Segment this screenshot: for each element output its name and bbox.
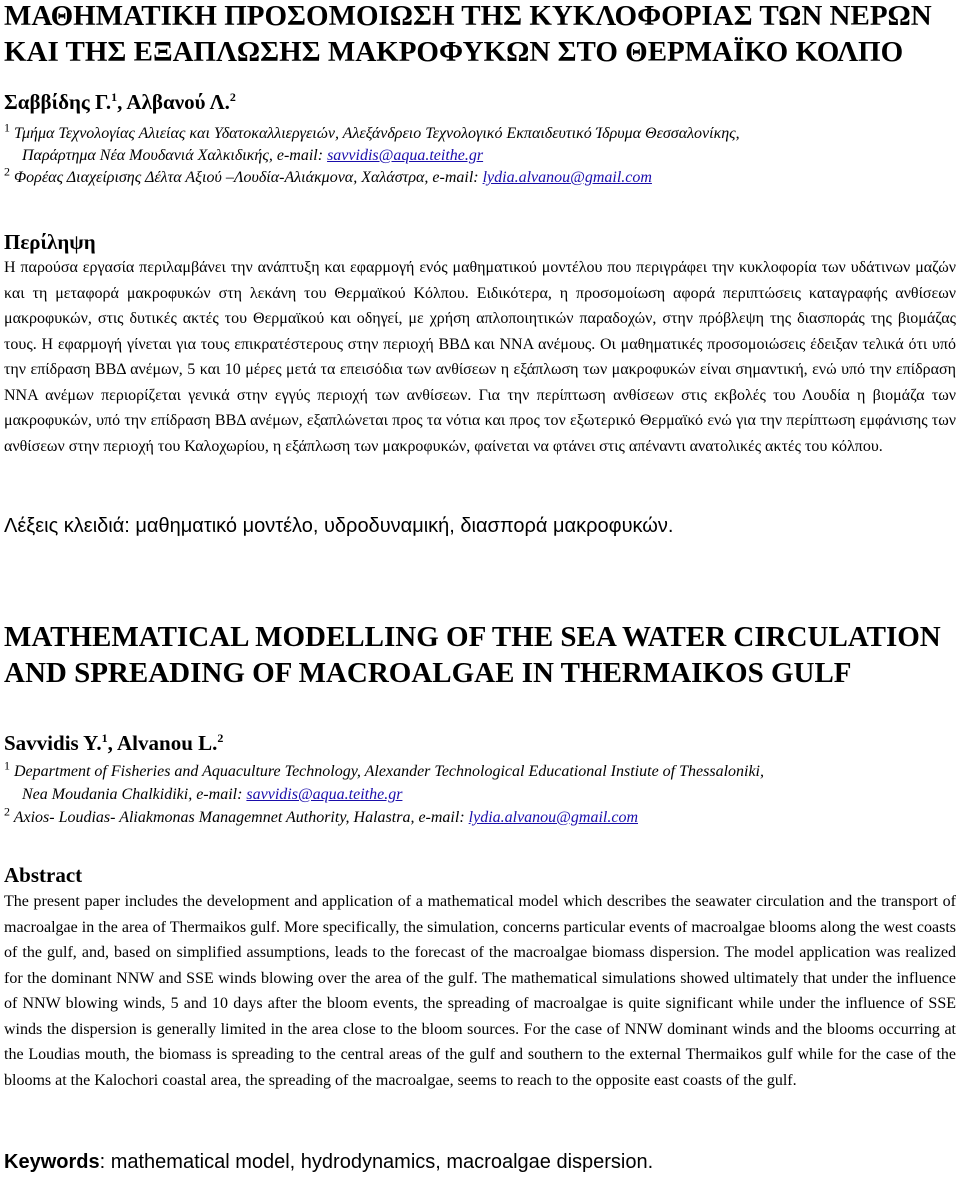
english-aff1-line2-wrap	[4, 783, 956, 806]
english-keywords	[4, 1149, 956, 1175]
english-aff1-line1: Department of Fisheries and Aquaculture Technology, Alexander Technological Educational Instiute of Thessaloniki,	[10, 763, 764, 780]
greek-aff1	[4, 120, 740, 142]
greek-title	[4, 0, 956, 70]
greek-abstract-heading: Περίληψη	[4, 230, 96, 254]
english-title-line1: MATHEMATICAL MODELLING OF THE SEA WATER CIRCULATION	[4, 621, 941, 653]
english-keywords-text: : mathematical model, hydrodynamics, macroalgae dispersion.	[99, 1151, 654, 1173]
english-aff2	[4, 804, 638, 826]
greek-aff1-line1: Τμήμα Τεχνολογίας Αλιείας και Υδατοκαλλιεργειών, Αλεξάνδρειο Τεχνολογικό Εκπαιδευτικό Ίδρυμα Θεσσαλονίκης,	[10, 125, 740, 142]
english-abstract-text: The present paper includes the development and application of a mathematical model which describes the seawater circulation and the transport of macroalgae in the area of Thermaikos gulf. More specifically, the simulation, concerns particular events of macroalgae blooms along the west coasts of the gulf, and, based on simplified assumptions, leads to the forecast of the macroalgae biomass dispersion. The model application was realized for the dominant NNW and SSE winds blowing over the area of the gulf. The mathematical simulations showed ultimately that under the influence of NNW blowing winds, 5 and 10 days after the bloom events, the spreading of macroalgae is quite significant while under the influence of SSE winds the dispersion is generally limited in the area close to the bloom sources. For the case of NNW dominant winds and the blooms occurring at the Loudias mouth, the biomass is spreading to the central areas of the gulf and southern to the external Thermaikos gulf while for the case of the blooms at the Kalochori coastal area, the spreading of the macroalgae, seems to reach to the opposite east coasts of the gulf.	[4, 893, 956, 1089]
english-author2: , Alvanou L.	[107, 731, 218, 755]
greek-aff1-email-link[interactable]: savvidis@aqua.teithe.gr	[327, 147, 484, 164]
english-aff2-email-link[interactable]: lydia.alvanou@gmail.com	[468, 809, 638, 826]
greek-author2-sup: 2	[229, 90, 236, 104]
english-keywords-label: Keywords	[4, 1151, 100, 1173]
greek-aff1-sup: 1	[4, 120, 10, 135]
english-affiliations	[4, 760, 956, 829]
english-aff1	[4, 758, 764, 780]
greek-title-line1: ΜΑΘΗΜΑΤΙΚΗ ΠΡΟΣΟΜΟΙΩΣΗ ΤΗΣ ΚΥΚΛΟΦΟΡΙΑΣ ΤΩΝ ΝΕΡΩΝ	[4, 0, 932, 32]
greek-author1: Σαββίδης Γ.	[4, 90, 112, 114]
greek-aff1-line2: Παράρτημα Νέα Μουδανιά Χαλκιδικής, e-mail:	[22, 147, 328, 164]
greek-aff2-email-link[interactable]: lydia.alvanou@gmail.com	[482, 169, 652, 186]
greek-authors	[4, 90, 236, 114]
greek-aff1-line2-wrap	[4, 145, 956, 167]
greek-aff2-sup: 2	[4, 164, 10, 179]
greek-affiliations	[4, 120, 956, 189]
greek-keywords: Λέξεις κλειδιά: μαθηματικό μοντέλο, υδροδυναμική, διασπορά μακροφυκών.	[4, 515, 674, 537]
english-authors	[4, 731, 223, 755]
english-aff1-sup: 1	[4, 758, 10, 773]
greek-title-line2: ΚΑΙ ΤΗΣ ΕΞΑΠΛΩΣΗΣ ΜΑΚΡΟΦΥΚΩΝ ΣΤΟ ΘΕΡΜΑΪΚΟ ΚΟΛΠΟ	[4, 36, 904, 68]
english-author1: Savvidis Y.	[4, 731, 102, 755]
greek-author1-sup: 1	[111, 90, 118, 104]
greek-abstract-text: Η παρούσα εργασία περιλαμβάνει την ανάπτυξη και εφαρμογή ενός μαθηματικού μοντέλου που περιγράφει την κυκλοφορία των υδάτινων μαζών και τη μεταφορά μακροφυκών στη λεκάνη του Θερμαϊκού Κόλπου. Ειδικότερα, η προσομοίωση αφορά περιπτώσεις καταγραφής ανθίσεων μακροφυκών, στις δυτικές ακτές του Θερμαϊκού και οδηγεί, με χρήση απλοποιητικών παραδοχών, στην πρόβλεψη της διασποράς της βιομάζας τους. Η εφαρμογή γίνεται για τους επικρατέστερους στην περιοχή ΒΒΔ και ΝΝΑ ανέμους. Οι μαθηματικές προσομοιώσεις έδειξαν τελικά ότι υπό την επίδραση ΒΒΔ ανέμων, 5 και 10 μέρες μετά τα επεισόδια των ανθίσεων η εξάπλωση των μακροφυκών είναι σημαντική, ενώ υπό την επίδραση ΝΝΑ ανέμων περιορίζεται γενικά στην εγγύς περιοχή των ανθίσεων. Για την περίπτωση ανθίσεων στις εκβολές του Λουδία η βιομάζα των μακροφυκών, υπό την επίδραση ΒΒΔ ανέμων, εξαπλώνεται προς τα νότια και προς τον εξωτερικό Θερμαϊκό ενώ για την περίπτωση εμφάνισης των ανθίσεων στην περιοχή του Καλοχωρίου, η εξάπλωση των μακροφυκών, φαίνεται να φτάνει στις απέναντι ανατολικές ακτές του κόλπου.	[4, 259, 956, 455]
greek-author2: , Αλβανού Λ.	[117, 90, 230, 114]
english-author2-sup: 2	[217, 731, 224, 745]
english-title	[4, 619, 956, 691]
english-abstract-heading: Abstract	[4, 863, 83, 887]
english-aff2-text: Axios- Loudias- Aliakmonas Managemnet Authority, Halastra, e-mail:	[10, 809, 469, 826]
english-aff2-sup: 2	[4, 804, 10, 819]
english-author1-sup: 1	[101, 731, 108, 745]
english-title-line2: AND SPREADING OF MACROALGAE IN THERMAIKOS GULF	[4, 657, 852, 689]
english-aff1-email-link[interactable]: savvidis@aqua.teithe.gr	[246, 786, 403, 803]
greek-aff2-text: Φορέας Διαχείρισης Δέλτα Αξιού –Λουδία-Αλιάκμονα, Χαλάστρα, e-mail:	[10, 169, 483, 186]
english-aff1-line2: Nea Moudania Chalkidiki, e-mail:	[22, 786, 247, 803]
greek-aff2	[4, 164, 652, 186]
